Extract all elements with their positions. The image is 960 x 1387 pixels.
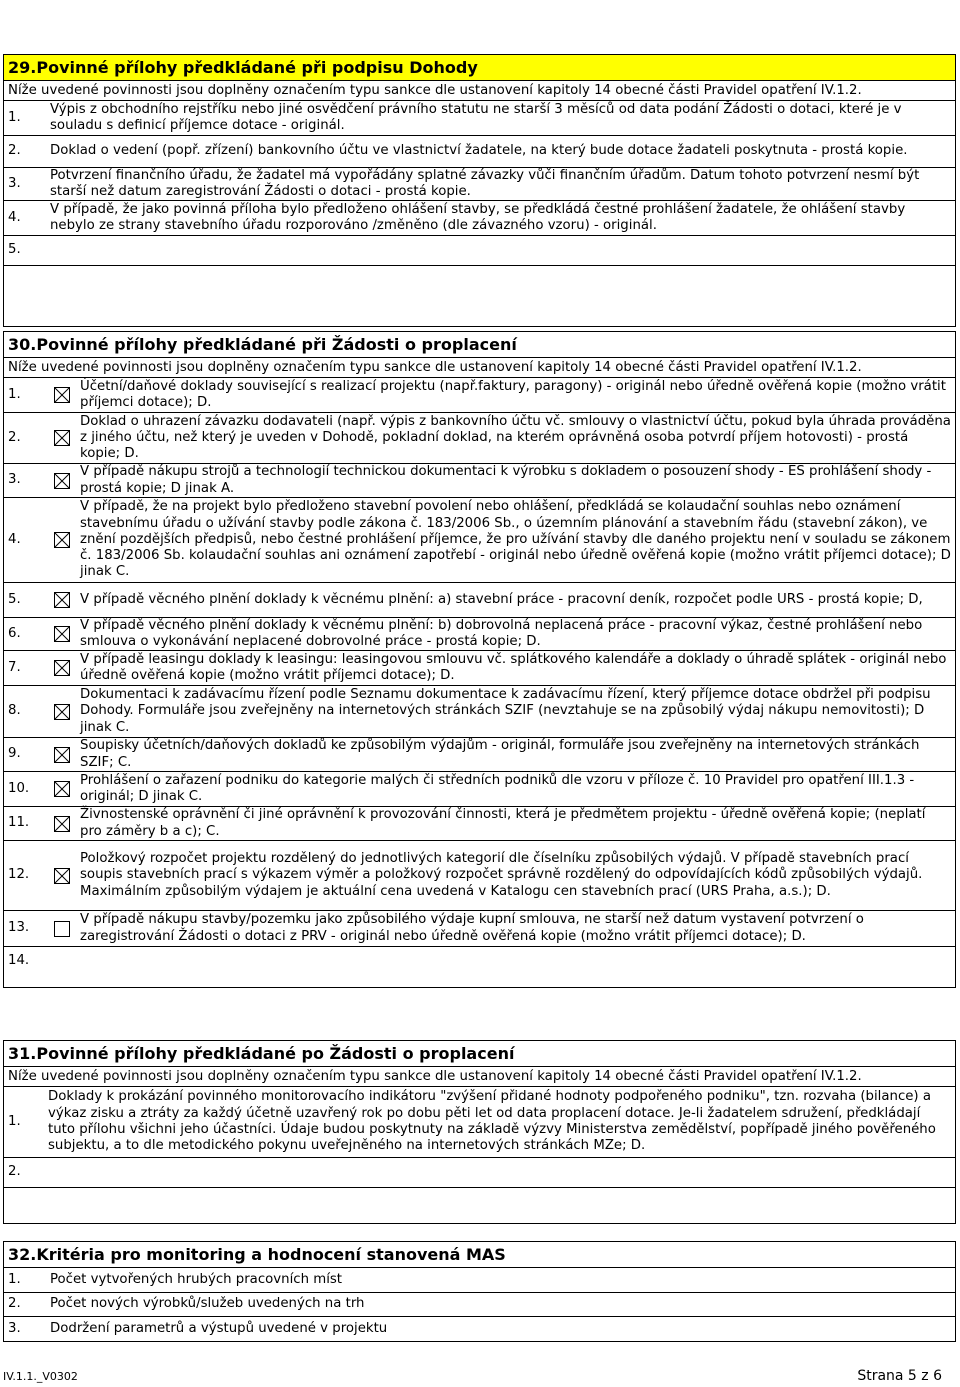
item-number: 2. (8, 1296, 21, 1312)
checkbox-checked-icon[interactable] (54, 660, 70, 676)
item-number: 10. (8, 780, 30, 796)
checkbox-checked-icon[interactable] (54, 868, 70, 884)
item-number: 3. (8, 1320, 21, 1336)
item-number: 2. (8, 1164, 21, 1180)
checkbox-checked-icon[interactable] (54, 747, 70, 763)
item-text: V případě leasingu doklady k leasingu: leasingovou smlouvu vč. splátkového kalendáře a doklady o úhradě splátek - originál nebo úředně ověřená kopie (možno vrátit příjemci dotace); D. (80, 651, 947, 683)
list-item (4, 583, 955, 618)
list-item (4, 911, 955, 947)
list-item (4, 618, 955, 651)
list-item (4, 1268, 955, 1293)
item-text: Prohlášení o zařazení podniku do kategorie malých či středních podniků dle vzoru v příloze č. 10 Pravidel pro opatření III.1.3 - originál; D jinak C. (80, 772, 915, 804)
item-text: Doklad o vedení (popř. zřízení) bankovního účtu ve vlastnictví žadatele, na který bude dotace žadateli poskytnuta - prostá kopie. (50, 143, 908, 159)
section-32-title: 32.Kritéria pro monitoring a hodnocení stanovená MAS (4, 1242, 955, 1268)
item-number: 6. (8, 625, 21, 641)
item-text: V případě nákupu stavby/pozemku jako způsobilého výdaje kupní smlouva, ne starší než datum vystavení potvrzení o zaregistrování Žádosti o dotaci z PRV - originál nebo úředně ověřená kopie (možno vrátit příjemci dotace); D. (80, 912, 864, 944)
section-29-title: 29.Povinné přílohy předkládané při podpisu Dohody (4, 55, 955, 81)
checkbox-checked-icon[interactable] (54, 626, 70, 642)
item-text (46, 947, 955, 975)
list-item (4, 651, 955, 686)
item-number: 9. (8, 746, 21, 762)
item-number: 3. (8, 472, 21, 488)
item-number: 8. (8, 703, 21, 719)
section-29-note: Níže uvedené povinnosti jsou doplněny označením typu sankce dle ustanovení kapitoly 14 obecné části Pravidel opatření IV.1.2. (4, 81, 955, 101)
page-number: Strana 5 z 6 (857, 1368, 942, 1384)
list-item (4, 947, 955, 975)
item-number: 7. (8, 659, 21, 675)
item-text: Počet nových výrobků/služeb uvedených na trh (50, 1296, 365, 1312)
list-item (4, 1087, 955, 1158)
item-number: 3. (8, 175, 21, 191)
section-30 (3, 331, 956, 988)
section-31 (3, 1040, 956, 1224)
checkbox-empty-icon[interactable] (54, 921, 70, 937)
spacer-row (4, 266, 955, 306)
item-number: 2. (8, 143, 21, 159)
item-text: Potvrzení finančního úřadu, že žadatel má vypořádány splatné závazky vůči finančním úřadům. Datum tohoto potvrzení nesmí být starší než datum zaregistrování Žádosti o dotaci - prostá kopie. (50, 167, 920, 199)
list-item (4, 841, 955, 911)
checkbox-checked-icon[interactable] (54, 532, 70, 548)
list-item (4, 498, 955, 583)
item-text: Účetní/daňové doklady související s realizací projektu (např.faktury, paragony) - originál nebo úředně ověřená kopie (možno vrátit příjemci dotace); D. (80, 378, 946, 410)
item-text: Doklad o uhrazení závazku dodavateli (např. výpis z bankovního účtu vč. smlouvy o vlastnictví účtu, pokud byla úhrada prováděna z jiného účtu, než který je uveden v Dohodě, pokladní doklad, na kterém oprávněná osoba potvrdí příjem hotovosti) - prostá kopie; D. (80, 413, 951, 462)
item-text: V případě nákupu strojů a technologií technickou dokumentaci k výrobku s dokladem o posouzení shody - ES prohlášení shody - prostá kopie; D jinak A. (80, 464, 932, 496)
item-number: 14. (8, 952, 30, 968)
item-text: Živnostenské oprávnění či jiné oprávnění k provozování činnosti, která je předmětem projektu - úředně ověřená kopie; (neplatí pro záměry b a c); C. (80, 807, 926, 839)
item-number: 4. (8, 531, 21, 547)
list-item (4, 201, 955, 236)
item-number: 5. (8, 242, 21, 258)
section-32 (3, 1241, 956, 1342)
item-number: 13. (8, 920, 30, 936)
checkbox-checked-icon[interactable] (54, 781, 70, 797)
item-text: V případě, že jako povinná příloha bylo předloženo ohlášení stavby, se předkládá čestné prohlášení žadatele, že ohlášení stavby nebylo ze strany stavebního úřadu rozporováno /změněno (dle závazného vzoru) - originál. (50, 201, 906, 233)
item-number: 5. (8, 591, 21, 607)
list-item (4, 1293, 955, 1317)
spacer-row (4, 1188, 955, 1223)
list-item (4, 168, 955, 201)
checkbox-checked-icon[interactable] (54, 473, 70, 489)
item-text: V případě věcného plnění doklady k věcnému plnění: b) dobrovolná neplacená práce - pracovní výkaz, čestné prohlášení nebo smlouva o vykonávání neplacené dobrovolné práce - prostá kopie; D. (80, 617, 923, 649)
list-item (4, 413, 955, 464)
form-code: IV.1.1._V0302 (3, 1370, 78, 1383)
item-text: Počet vytvořených hrubých pracovních míst (50, 1271, 343, 1287)
list-item (4, 464, 955, 498)
item-text: Výpis z obchodního rejstříku nebo jiné osvědčení právního statutu ne starší 3 měsíců od data podání Žádosti o dotaci, které je v souladu s definicí příjemce dotace - originál. (50, 101, 902, 133)
list-item (4, 236, 955, 266)
item-text: V případě věcného plnění doklady k věcnému plnění: a) stavební práce - pracovní deník, rozpočet podle URS - prostá kopie; D, (80, 591, 923, 607)
item-number: 1. (8, 1113, 21, 1129)
item-number: 2. (8, 429, 21, 445)
list-item (4, 772, 955, 807)
section-30-note: Níže uvedené povinnosti jsou doplněny označením typu sankce dle ustanovení kapitoly 14 obecné části Pravidel opatření IV.1.2. (4, 358, 955, 378)
item-number: 1. (8, 1271, 21, 1287)
item-number: 11. (8, 815, 30, 831)
item-number: 12. (8, 867, 30, 883)
item-number: 4. (8, 209, 21, 225)
item-text: Doklady k prokázání povinného monitorovacího indikátoru "zvýšení přidané hodnoty podpořeného podniku", tzn. rozvaha (bilance) a výkaz zisku a ztráty za každý účetně uzavřený rok po dobu pěti let od data proplacení dotace. Je-li žadatelem sdružení, předkládají tuto přílohu všichni jeho účastníci. Údaje budou poskytnuty na základě výzvy Ministerstva zemědělství, popřípadě jiného pověřeného subjektu, a to dle metodického pokynu uveřejněného na internetových stránkách MZe; D. (48, 1089, 936, 1154)
section-29 (3, 54, 956, 327)
list-item (4, 1317, 955, 1341)
section-31-title: 31.Povinné přílohy předkládané po Žádosti o proplacení (4, 1041, 955, 1067)
item-text: V případě, že na projekt bylo předloženo stavební povolení nebo ohlášení, předkládá se kolaudační souhlas nebo oznámení stavebnímu úřadu o užívání stavby podle zákona č. 183/2006 Sb., o územním plánování a stavebním řádu (stavební zákon), ve znění pozdějších předpisů, nebo čestné prohlášení příjemce, že pro užívání stavby dle daného projektu není v souladu se zákonem č. 183/2006 Sb. kolaudační souhlas ani oznámení zapotřebí - originál nebo úředně ověřená kopie (možno vrátit příjemci dotace); D jinak C. (80, 499, 951, 580)
checkbox-checked-icon[interactable] (54, 704, 70, 720)
checkbox-checked-icon[interactable] (54, 430, 70, 446)
item-text: Soupisky účetních/daňových dokladů ke způsobilým výdajům - originál, formuláře jsou zveřejněny na internetových stránkách SZIF; C. (80, 738, 920, 770)
list-item (4, 378, 955, 413)
item-text (46, 1158, 955, 1187)
checkbox-checked-icon[interactable] (54, 816, 70, 832)
list-item (4, 101, 955, 136)
section-30-title: 30.Povinné přílohy předkládané při Žádosti o proplacení (4, 332, 955, 358)
checkbox-checked-icon[interactable] (54, 592, 70, 608)
item-number: 1. (8, 386, 21, 402)
item-text: Položkový rozpočet projektu rozdělený do jednotlivých kategorií dle číselníku způsobilých výdajů. V případě stavebních prací soupis stavebních prací s výkazem výměr a položkový rozpočet správně rozdělený do odpovídajících kódů způsobilých výdajů. Maximálním způsobilým výdajem je aktuální cena uvedená v Katalogu cen stavebních prací (URS Praha, a.s.); D. (80, 851, 923, 899)
list-item (4, 1158, 955, 1188)
item-text: Dodržení parametrů a výstupů uvedené v projektu (50, 1320, 388, 1336)
list-item (4, 807, 955, 841)
list-item (4, 686, 955, 738)
item-text (46, 236, 955, 265)
list-item (4, 136, 955, 168)
item-text: Dokumentaci k zadávacímu řízení podle Seznamu dokumentace k zadávacímu řízení, který příjemce dotace obdržel při podpisu Dohody. Formuláře jsou zveřejněny na internetových stránkách SZIF (nevztahuje se na způsobilý výdaj nákupu nemovitosti); D jinak C. (80, 687, 931, 735)
list-item (4, 738, 955, 772)
section-31-note: Níže uvedené povinnosti jsou doplněny označením typu sankce dle ustanovení kapitoly 14 obecné části Pravidel opatření IV.1.2. (4, 1067, 955, 1087)
item-number: 1. (8, 109, 21, 125)
checkbox-checked-icon[interactable] (54, 387, 70, 403)
